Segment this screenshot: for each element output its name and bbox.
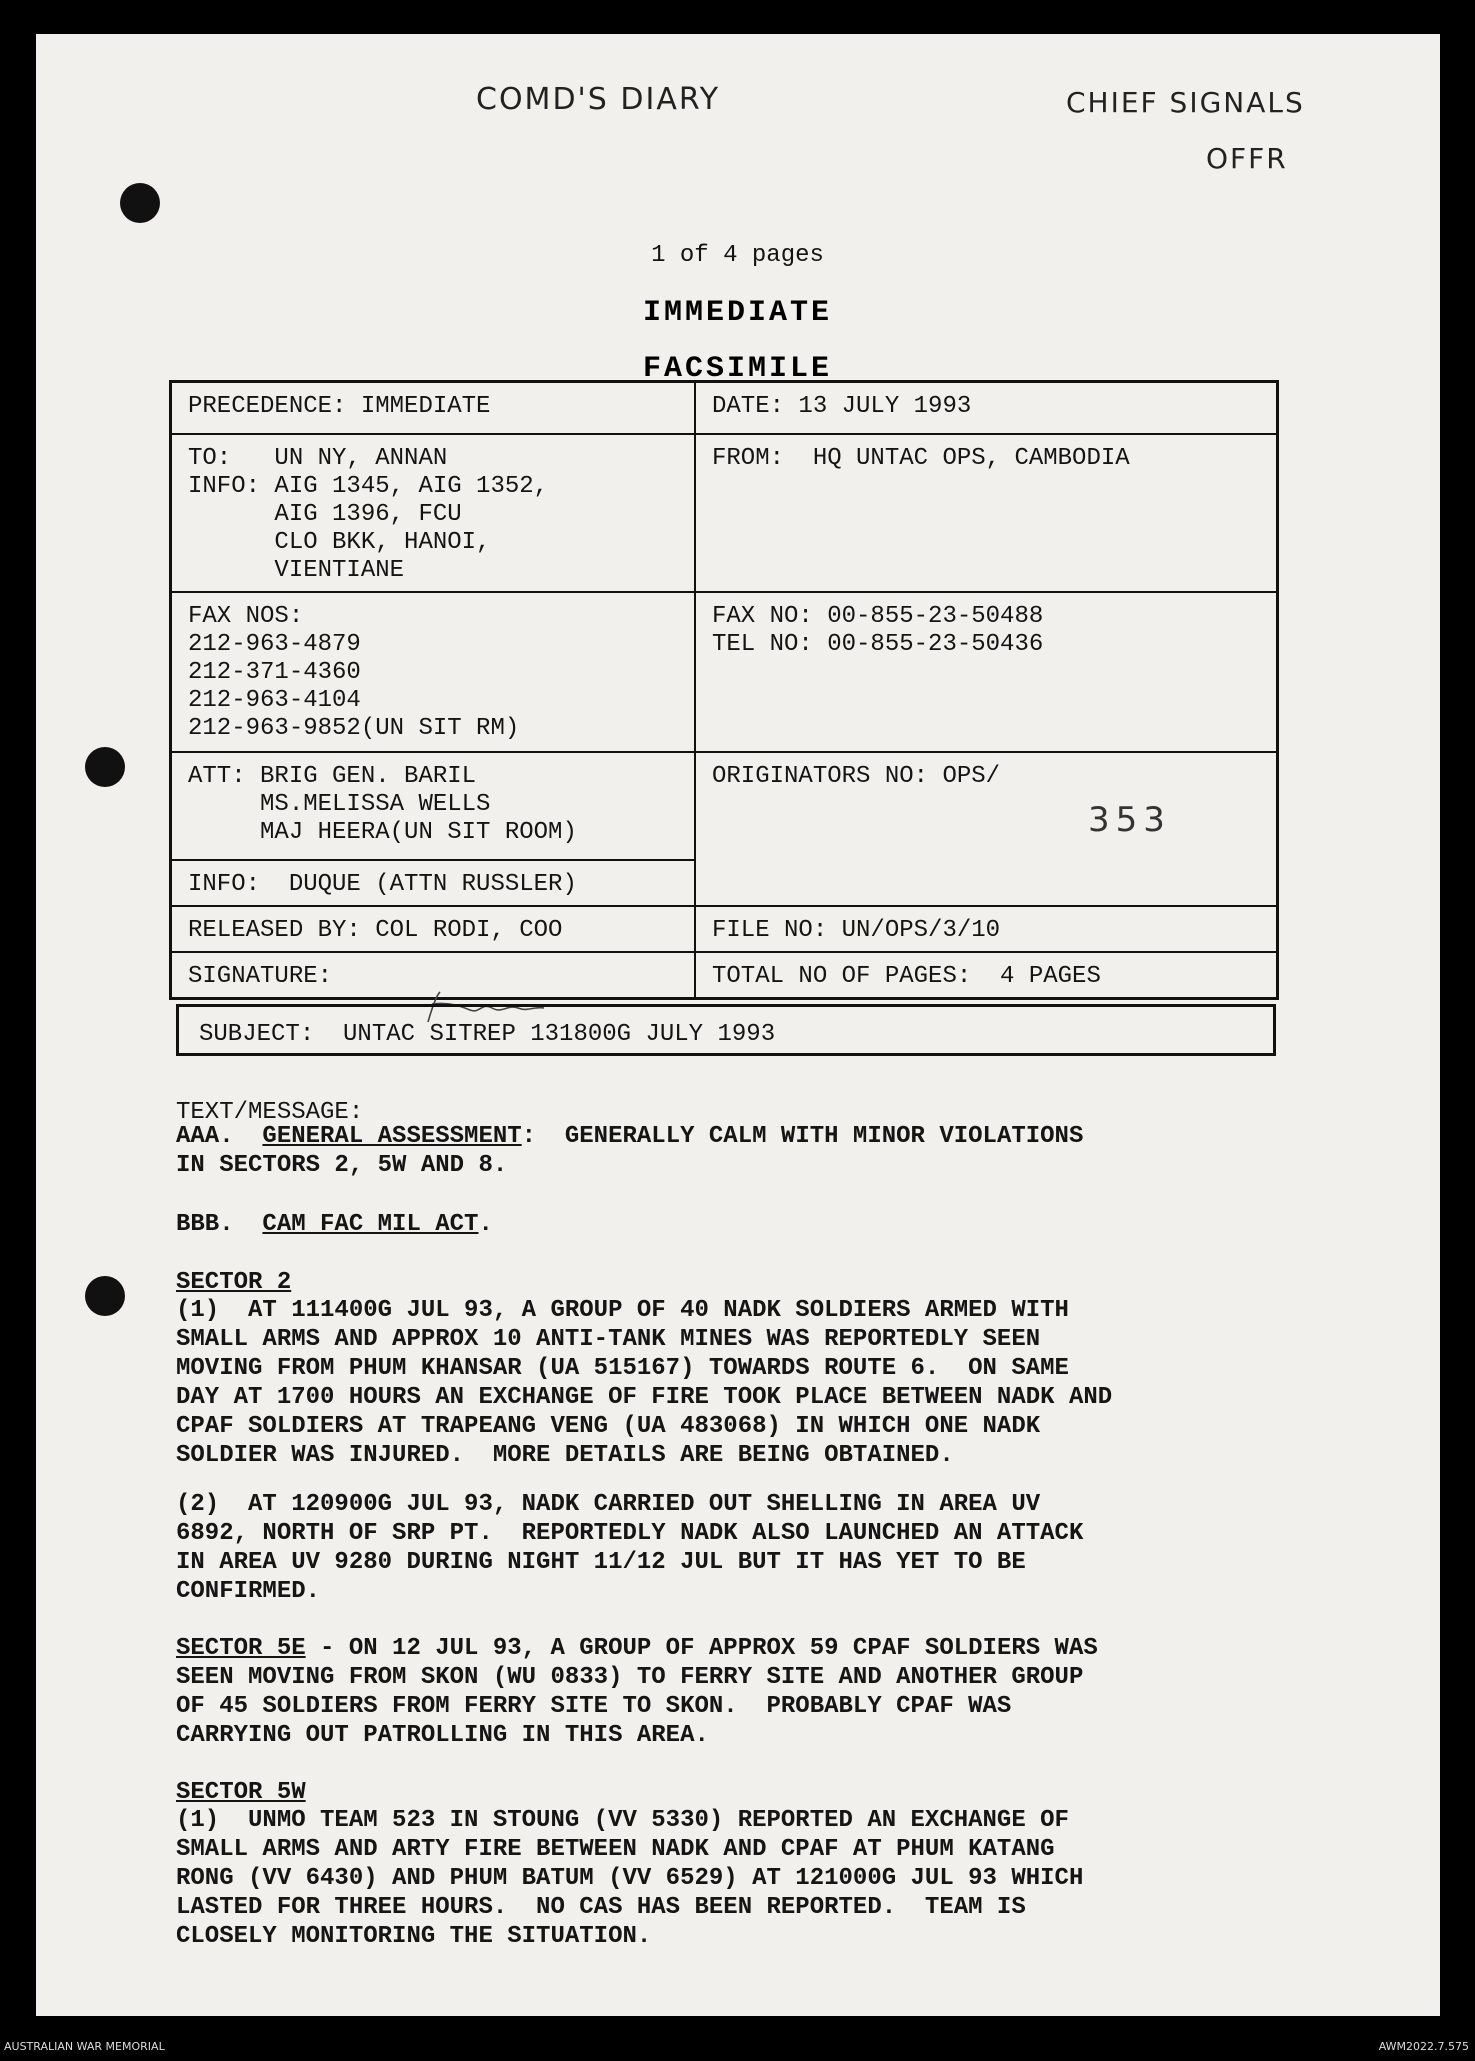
aaa-prefix: AAA. [176,1123,263,1150]
punch-hole-top [120,183,160,223]
originators-label: ORIGINATORS NO: OPS/ [712,762,1001,790]
sector5w-heading: SECTOR 5W [176,1779,306,1806]
punch-hole-middle [85,747,125,787]
fax-nos-cell: FAX NOS: 212-963-4879 212-371-4360 212-963-4104 212-963-9852(UN SIT RM) [171,592,696,752]
aaa-text: : GENERALLY CALM WITH MINOR VIOLATIONS IN SECTORS 2, 5W AND 8. [176,1123,1084,1179]
sector2-paragraph-1: (1) AT 111400G JUL 93, A GROUP OF 40 NADK SOLDIERS ARMED WITH SMALL ARMS AND APPROX 10 ANTI-TANK MINES WAS REPORTEDLY SEEN MOVING FROM PHUM KHANSAR (UA 515167) TOWARDS ROUTE 6. ON SAME DAY AT 1700 HOURS AN EXCHANGE OF FIRE TOOK PLACE BETWEEN NADK AND CPAF SOLDIERS AT TRAPEANG VENG (UA 483068) IN WHICH ONE NADK SOLDIER WAS INJURED. MORE DETAILS ARE BEING OBTAINED. [176,1297,1113,1469]
file-no-cell: FILE NO: UN/OPS/3/10 [695,906,1278,952]
bbb-heading: CAM FAC MIL ACT [262,1211,479,1238]
signature-cell: SIGNATURE: [171,952,696,999]
sector5e-paragraph [176,1634,1296,1750]
footer-archive-id: AWM2022.7.575 [1378,2040,1469,2053]
originators-number-handwritten: 353 [1088,800,1171,840]
punch-hole-bottom [85,1276,125,1316]
title-facsimile: FACSIMILE [642,352,833,386]
att-cell: ATT: BRIG GEN. BARIL MS.MELISSA WELLS MAJ HEERA(UN SIT ROOM) [171,752,696,860]
message-label: TEXT/MESSAGE: [176,1099,364,1126]
from-cell: FROM: HQ UNTAC OPS, CAMBODIA [695,434,1278,592]
date-cell: DATE: 13 JULY 1993 [695,382,1278,434]
footer-archive-name: AUSTRALIAN WAR MEMORIAL [4,2040,165,2053]
fax-header-table [169,380,1279,1000]
aaa-heading: GENERAL ASSESSMENT [262,1123,522,1150]
bbb-suffix: . [478,1211,493,1238]
sector5w-paragraph-1: (1) UNMO TEAM 523 IN STOUNG (VV 5330) REPORTED AN EXCHANGE OF SMALL ARMS AND ARTY FIRE BETWEEN NADK AND CPAF AT PHUM KATANG RONG (VV 6430) AND PHUM BATUM (VV 6529) AT 121000G JUL 93 WHICH LASTED FOR THREE HOURS. NO CAS HAS BEEN REPORTED. TEAM IS CLOSELY MONITORING THE SITUATION. [176,1807,1084,1950]
to-info-cell: TO: UN NY, ANNAN INFO: AIG 1345, AIG 1352, AIG 1396, FCU CLO BKK, HANOI, VIENTIANE [171,434,696,592]
title-immediate: IMMEDIATE [642,296,833,330]
released-by-cell: RELEASED BY: COL RODI, COO [171,906,696,952]
total-pages-cell: TOTAL NO OF PAGES: 4 PAGES [695,952,1278,999]
info-cell: INFO: DUQUE (ATTN RUSSLER) [171,860,696,906]
handwritten-note-diary: COMD'S DIARY [476,82,721,117]
precedence-cell: PRECEDENCE: IMMEDIATE [171,382,696,434]
originators-cell [695,752,1278,906]
bbb-paragraph [176,1210,1296,1239]
handwritten-note-signals: CHIEF SIGNALS [1066,86,1305,119]
aaa-paragraph [176,1122,1296,1180]
sector2-paragraph-2: (2) AT 120900G JUL 93, NADK CARRIED OUT SHELLING IN AREA UV 6892, NORTH OF SRP PT. REPORTEDLY NADK ALSO LAUNCHED AN ATTACK IN AREA UV 9280 DURING NIGHT 11/12 JUL BUT IT HAS YET TO BE CONFIRMED. [176,1491,1084,1605]
subject-box: SUBJECT: UNTAC SITREP 131800G JULY 1993 [176,1004,1276,1056]
sector5e-heading: SECTOR 5E [176,1635,306,1662]
fax-tel-cell: FAX NO: 00-855-23-50488 TEL NO: 00-855-23-50436 [695,592,1278,752]
bbb-prefix: BBB. [176,1211,263,1238]
sector5e-text: - ON 12 JUL 93, A GROUP OF APPROX 59 CPAF SOLDIERS WAS SEEN MOVING FROM SKON (WU 0833) TO FERRY SITE AND ANOTHER GROUP OF 45 SOLDIERS FROM FERRY SITE TO SKON. PROBABLY CPAF WAS CARRYING OUT PATROLLING IN THIS AREA. [176,1635,1098,1749]
sector2-heading: SECTOR 2 [176,1269,292,1296]
page-count: 1 of 4 pages [651,242,824,269]
handwritten-note-offr: OFFR [1206,142,1288,175]
